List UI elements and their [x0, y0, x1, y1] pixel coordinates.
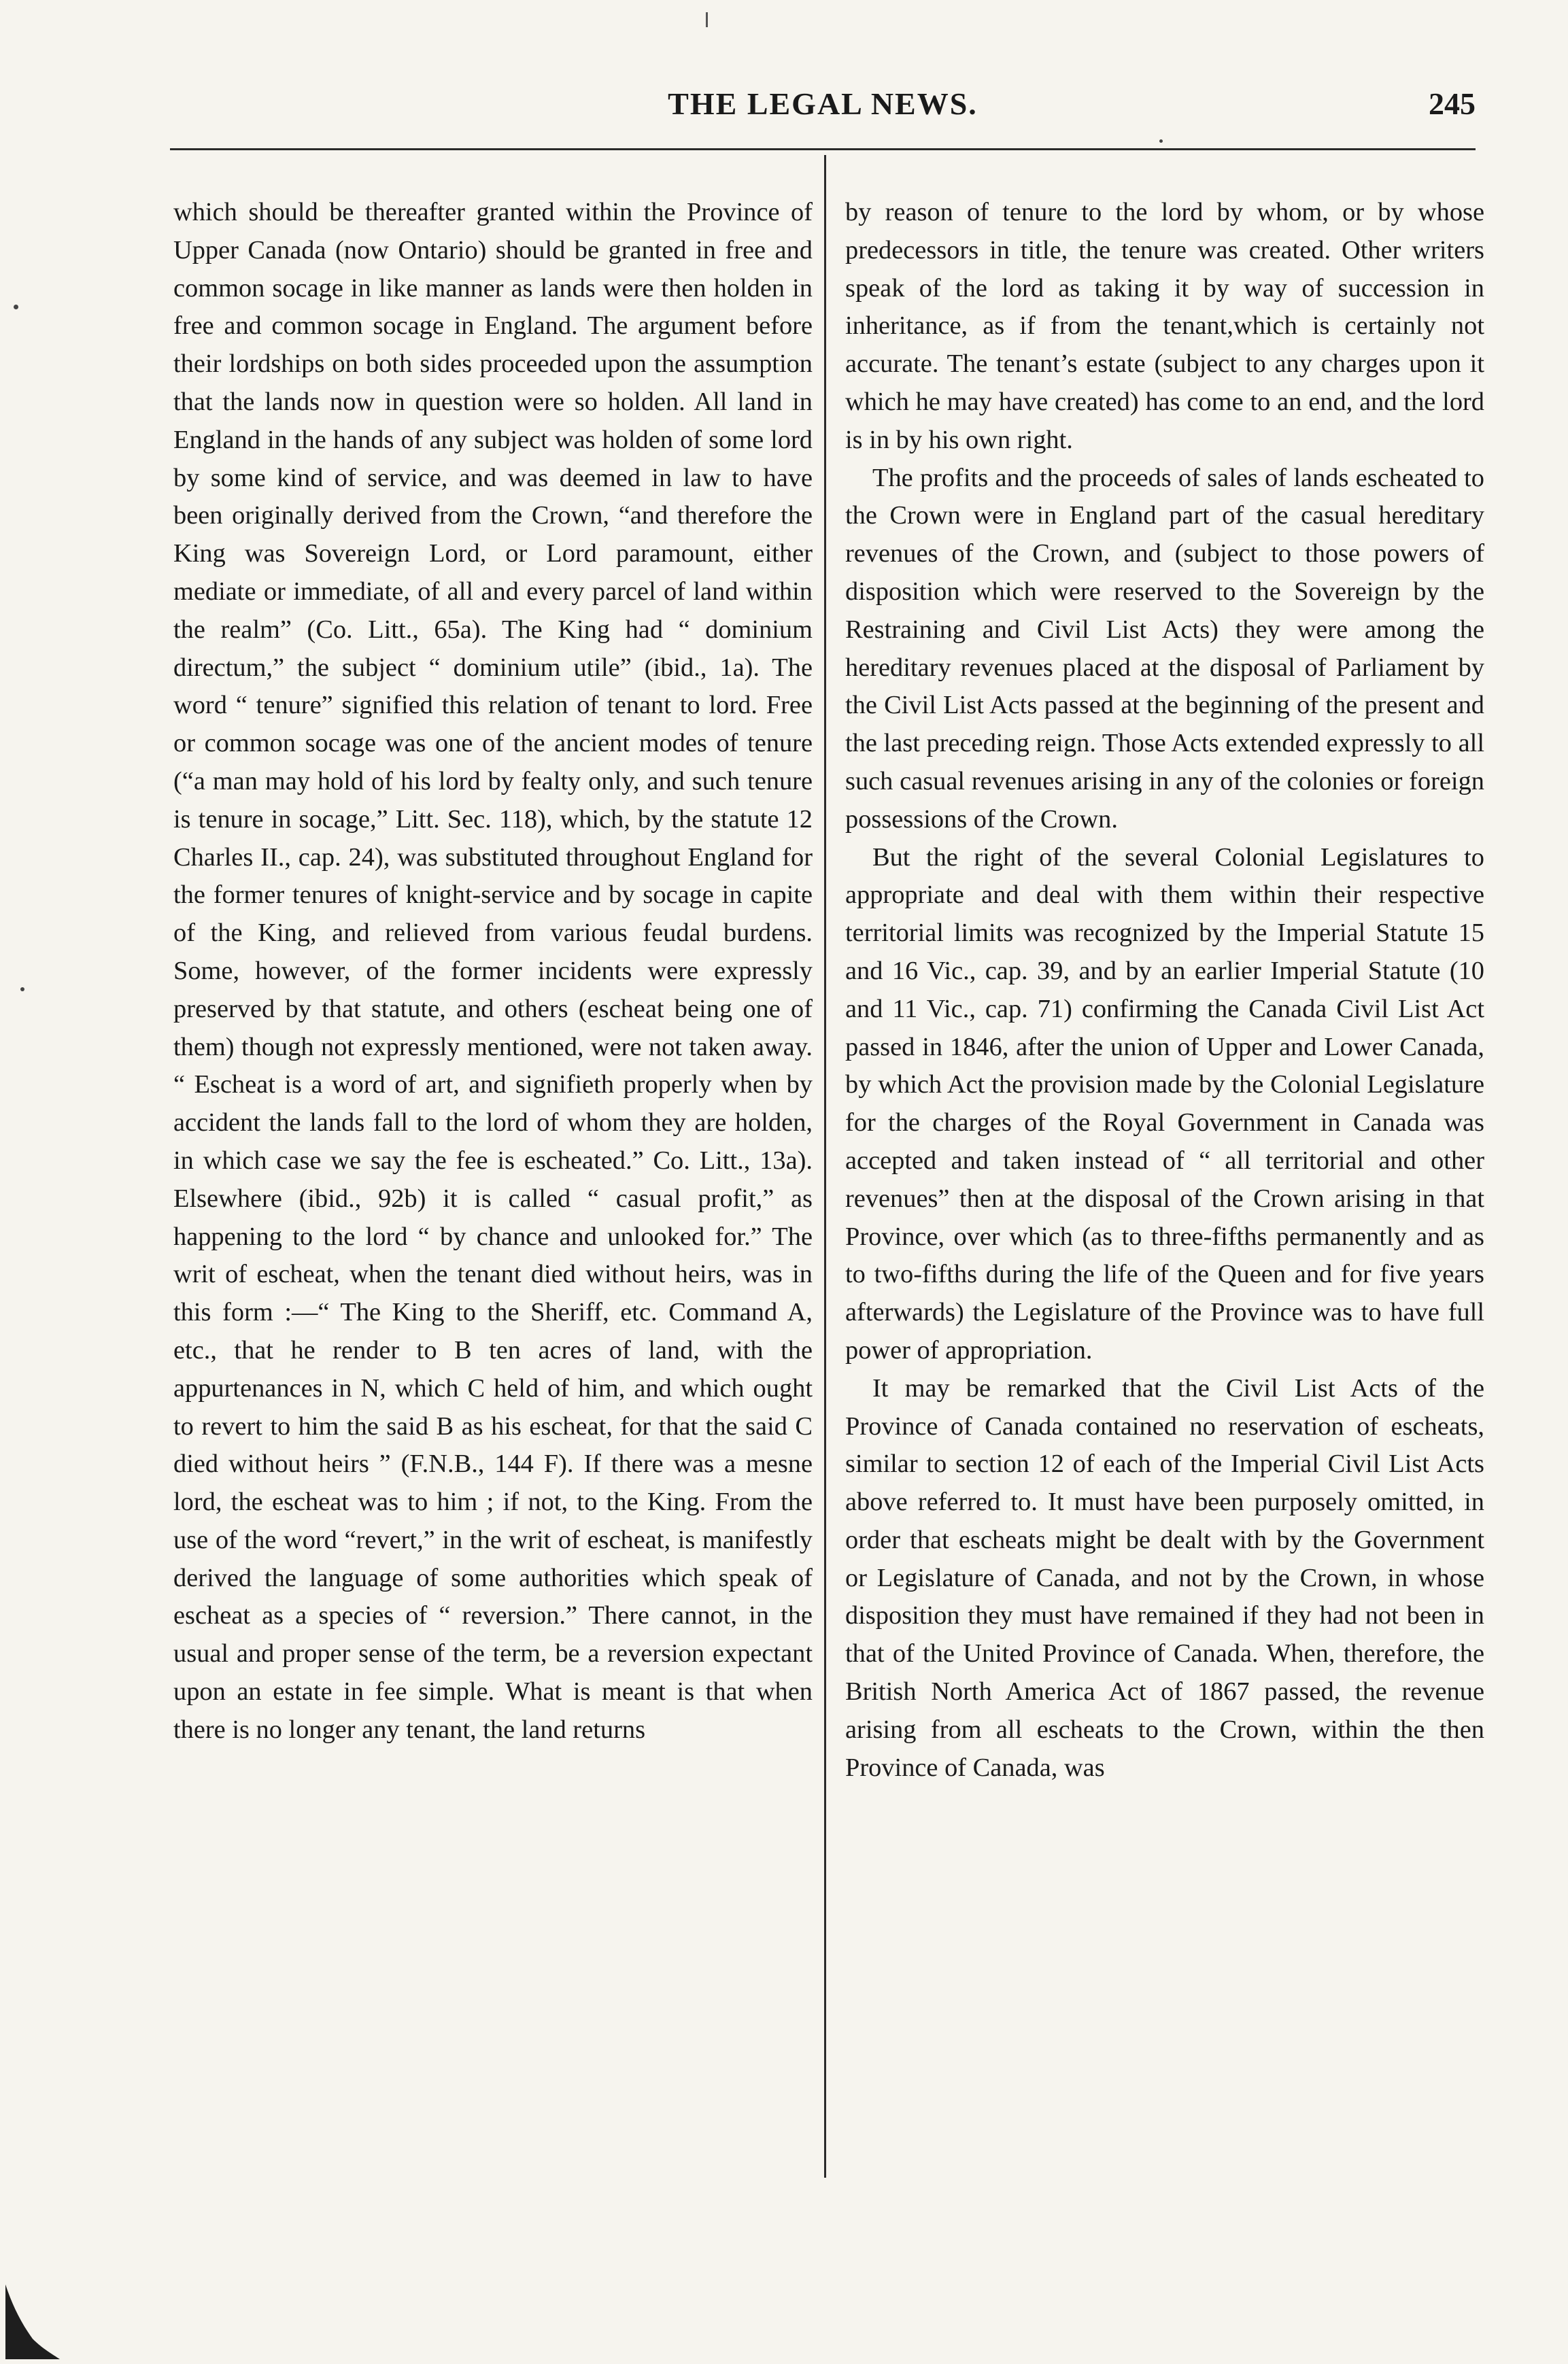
right-paragraph-3: But the right of the several Colonial Legislatures to appropriate and deal with them within their respective territorial limits was recognized by the Imperial Statute 15 and 16 Vic., cap. 39, and by an earlier Imperial Statute (10 and 11 Vic., cap. 71) confirming the Canada Civil List Act passed in 1846, after the union of Upper and Lower Canada, by which Act the provision made by the Colonial Legislature for the charges of the Royal Government in Canada was accepted and taken instead of “ all territorial and other revenues” then at the disposal of the Crown arising in that Province, over which (as to three-fifths permanently and as to two-fifths during the life of the Queen and for five years afterwards) the Legislature of the Province was to have full power of appropriation.: [845, 842, 1484, 1365]
column-divider: [824, 155, 826, 2178]
scan-speck: [14, 305, 18, 309]
scan-speck: [1159, 139, 1163, 143]
page-number: 245: [1429, 86, 1476, 121]
right-column: [845, 194, 1484, 1787]
scan-mark: [706, 12, 708, 27]
header-rule: [170, 148, 1476, 150]
right-paragraph-2: The profits and the proceeds of sales of lands escheated to the Crown were in England part of the casual hereditary revenues of the Crown, and (subject to those powers of disposition which were reserved to the Sovereign by the Restraining and Civil List Acts) they were among the hereditary revenues placed at the disposal of Parliament by the Civil List Acts passed at the beginning of the present and the last preceding reign. Those Acts extended expressly to all such casual revenues arising in any of the colonies or foreign possessions of the Crown.: [845, 463, 1484, 834]
scan-edge-shadow: [5, 2244, 60, 2359]
scan-speck: [20, 987, 24, 991]
right-paragraph-1: by reason of tenure to the lord by whom, or by whose predecessors in title, the tenure was created. Other writers speak of the lord as taking it by way of succession in inheritance, as if from the tenant,which is certainly not accurate. The tenant’s estate (subject to any charges upon it which he may have created) has come to an end, and the lord is in by his own right.: [845, 198, 1484, 454]
running-header: [170, 80, 1476, 135]
left-paragraph: which should be thereafter granted within the Province of Upper Canada (now Ontario) should be granted in free and common socage in like manner as lands were then holden in free and common socage in England. The argument before their lordships on both sides proceeded upon the assumption that the lands now in question were so holden. All land in England in the hands of any subject was holden of some lord by some kind of service, and was deemed in law to have been originally derived from the Crown, “and therefore the King was Sovereign Lord, or Lord paramount, either mediate or immediate, of all and every parcel of land within the realm” (Co. Litt., 65a). The King had “ dominium directum,” the subject “ dominium utile” (ibid., 1a). The word “ tenure” signified this relation of tenant to lord. Free or common socage was one of the ancient modes of tenure (“a man may hold of his lord by fealty only, and such tenure is tenure in socage,” Litt. Sec. 118), which, by the statute 12 Charles II., cap. 24), was substituted throughout England for the former tenures of knight-service and by socage in capite of the King, and relieved from various feudal burdens. Some, however, of the former incidents were expressly preserved by that statute, and others (escheat being one of them) though not expressly mentioned, were not taken away. “ Escheat is a word of art, and signifieth properly when by accident the lands fall to the lord of whom they are holden, in which case we say the fee is escheated.” Co. Litt., 13a). Elsewhere (ibid., 92b) it is called “ casual profit,” as happening to the lord “ by chance and unlooked for.” The writ of escheat, when the tenant died without heirs, was in this form :—“ The King to the Sheriff, etc. Command A, etc., that he render to B ten acres of land, with the appurtenances in N, which C held of him, and which ought to revert to him the said B as his escheat, for that the said C died without heirs ” (F.N.B., 144 F). If there was a mesne lord, the escheat was to him ; if not, to the King. From the use of the word “revert,” in the writ of escheat, is manifestly derived the language of some authorities which speak of escheat as a species of “ reversion.” There cannot, in the usual and proper sense of the term, be a reversion expectant upon an estate in fee simple. What is meant is that when there is no longer any tenant, the land returns: [173, 198, 813, 1744]
right-paragraph-4: It may be remarked that the Civil List Acts of the Province of Canada contained no reservation of escheats, similar to section 12 of each of the Imperial Civil List Acts above referred to. It must have been purposely omitted, in order that escheats might be dealt with by the Government or Legislature of Canada, and not by the Crown, in whose disposition they must have remained if they had not been in that of the United Province of Canada. When, therefore, the British North America Act of 1867 passed, the revenue arising from all escheats to the Crown, within the then Province of Canada, was: [845, 1373, 1484, 1782]
journal-title: THE LEGAL NEWS.: [668, 86, 978, 121]
left-column: [173, 194, 813, 1749]
